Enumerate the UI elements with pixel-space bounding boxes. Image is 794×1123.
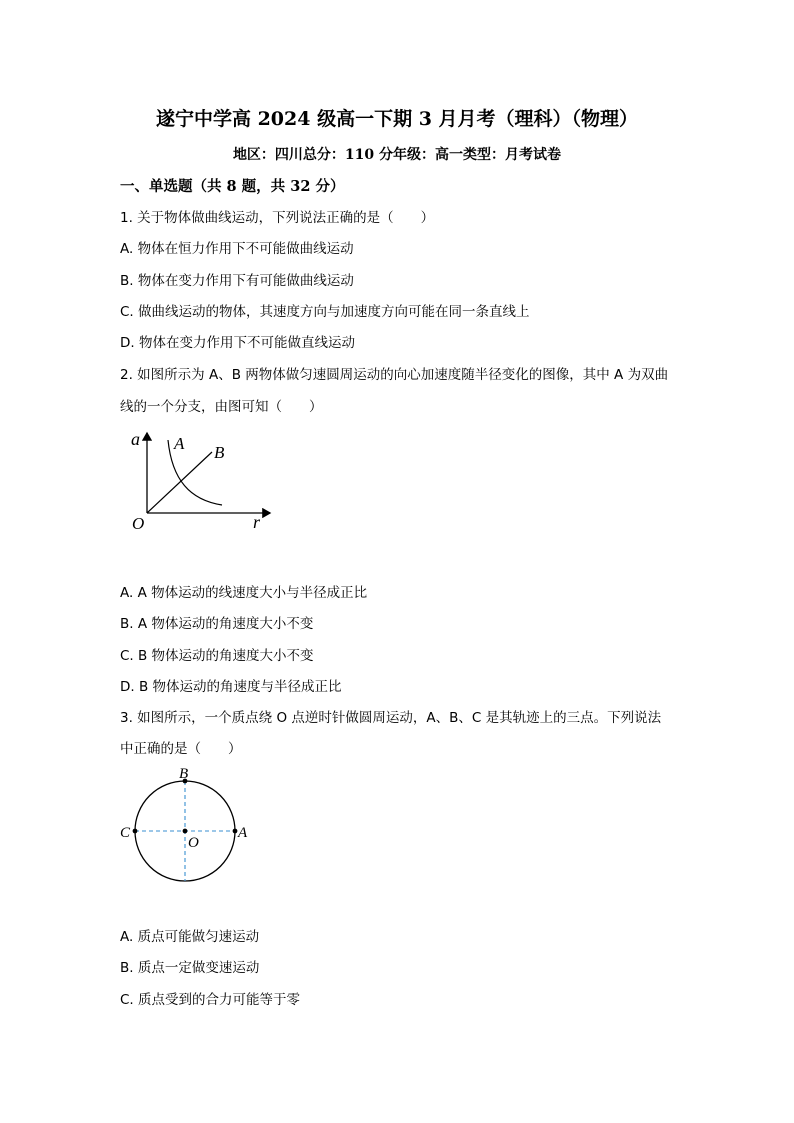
section-heading: 一、单选题（共 8 题，共 32 分）	[120, 178, 345, 195]
curve-a-label: A	[174, 434, 185, 453]
circular-motion-diagram	[118, 763, 253, 888]
question-3-option-a: A. 质点可能做匀速运动	[120, 929, 260, 945]
question-2-option-b: B. A 物体运动的角速度大小不变	[120, 616, 314, 632]
question-2-stem-line-1: 2. 如图所示为 A、B 两物体做匀速圆周运动的向心加速度随半径变化的图像，其中 A 为双曲	[120, 367, 669, 383]
point-a-dot	[233, 829, 238, 834]
exam-meta: 地区：四川总分：110 分年级：高一类型：月考试卷	[232, 147, 562, 163]
question-1-option-d: D. 物体在变力作用下不可能做直线运动	[120, 335, 355, 351]
question-3-stem-line-1: 3. 如图所示，一个质点绕 O 点逆时针做圆周运动，A、B、C 是其轨迹上的三点。下列说法	[120, 710, 662, 726]
question-1-option-c: C. 做曲线运动的物体，其速度方向与加速度方向可能在同一条直线上	[120, 304, 530, 320]
question-2-option-a: A. A 物体运动的线速度大小与半径成正比	[120, 585, 368, 601]
point-c-dot	[133, 829, 138, 834]
r-axis-label: r	[253, 512, 261, 532]
question-1-option-b: B. 物体在变力作用下有可能做曲线运动	[120, 273, 354, 289]
origin-label: O	[132, 514, 145, 533]
center-o-label: O	[188, 835, 199, 851]
point-b-label: B	[179, 766, 189, 782]
question-2-option-d: D. B 物体运动的角速度与半径成正比	[120, 679, 342, 695]
question-3-option-b: B. 质点一定做变速运动	[120, 960, 260, 976]
exam-title: 遂宁中学高 2024 级高一下期 3 月月考（理科）（物理）	[155, 108, 639, 130]
question-1-option-a: A. 物体在恒力作用下不可能做曲线运动	[120, 241, 354, 257]
acceleration-radius-graph	[120, 425, 280, 535]
line-b	[147, 452, 212, 513]
question-2-option-c: C. B 物体运动的角速度大小不变	[120, 648, 314, 664]
line-b-label: B	[214, 443, 225, 462]
point-a-label: A	[238, 825, 248, 841]
center-o-dot	[183, 829, 188, 834]
question-3-stem-line-2: 中正确的是（ ）	[120, 741, 242, 757]
a-axis-label: a	[131, 429, 140, 449]
question-1-stem: 1. 关于物体做曲线运动，下列说法正确的是（ ）	[120, 210, 435, 226]
question-2-stem-line-2: 线的一个分支，由图可知（ ）	[120, 399, 323, 415]
question-3-option-c: C. 质点受到的合力可能等于零	[120, 992, 301, 1008]
point-c-label: C	[120, 825, 131, 841]
